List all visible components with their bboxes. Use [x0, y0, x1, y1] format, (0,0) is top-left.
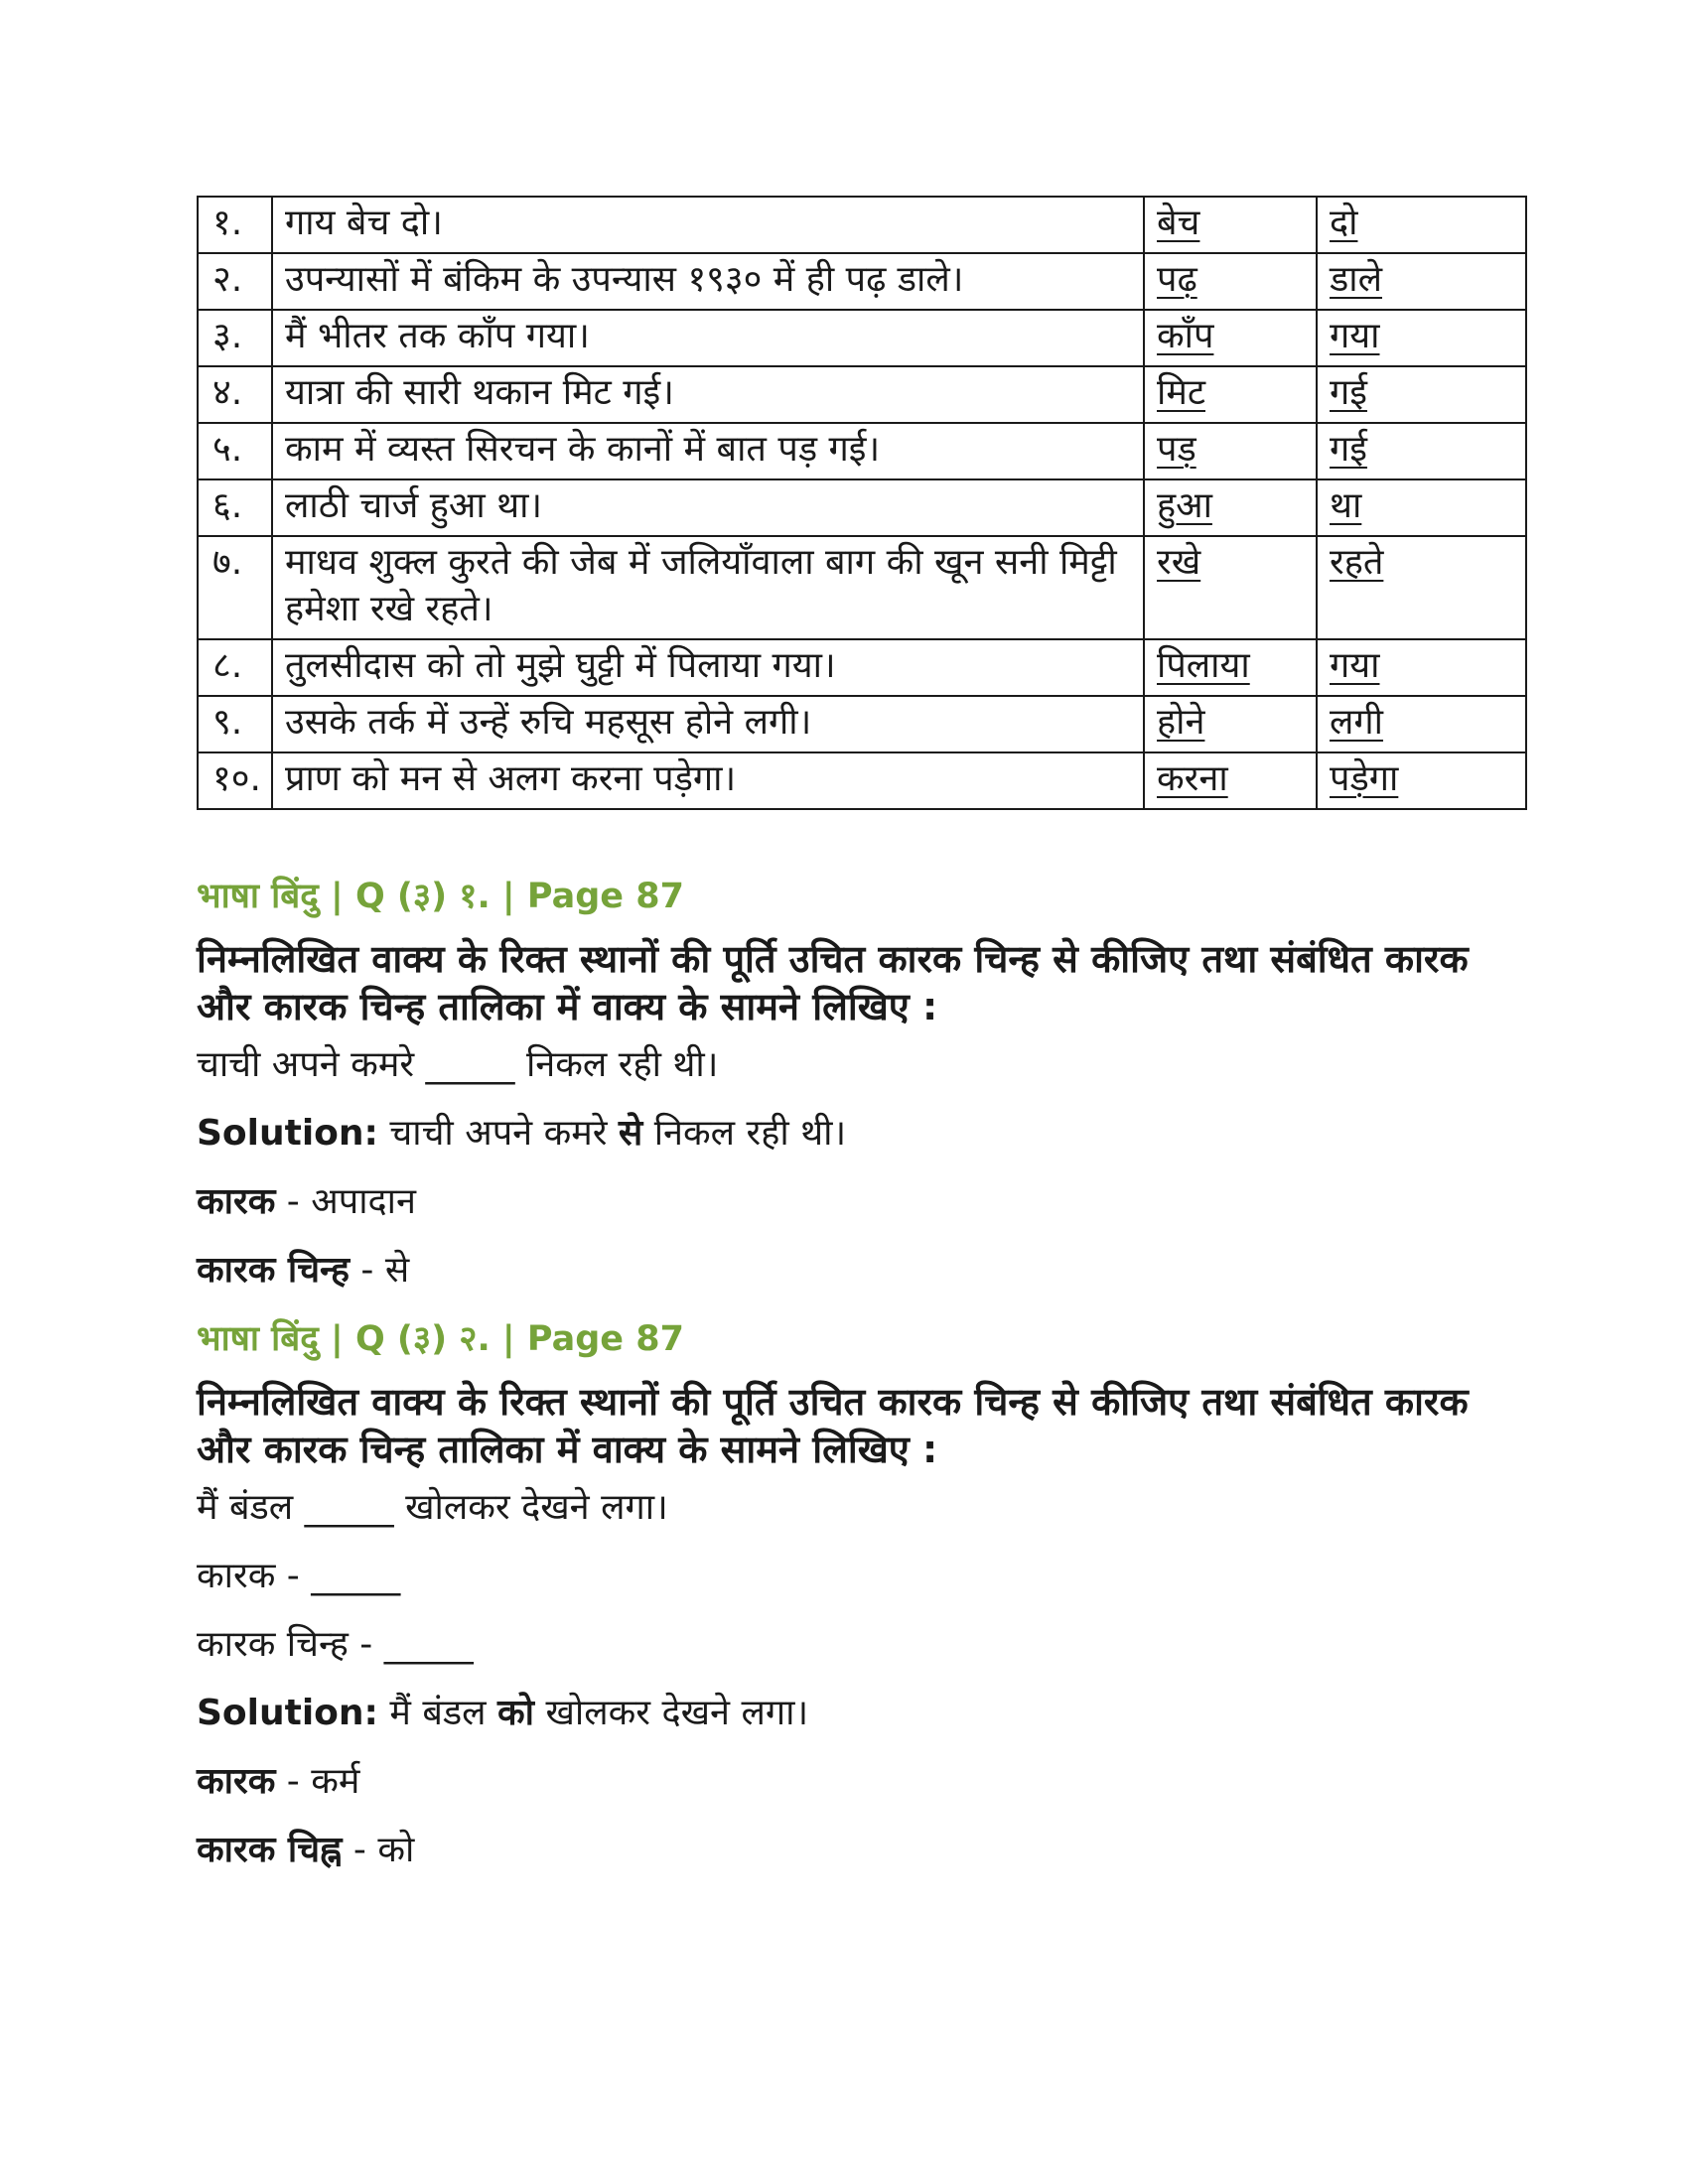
karak-chinh-label: कारक चिह्न [197, 1830, 343, 1870]
main-verb-cell-text: मिट [1157, 372, 1205, 413]
row-number-cell-text: ३. [212, 316, 243, 356]
solution-answer: को [497, 1693, 535, 1733]
karak-label: कारक [197, 1181, 276, 1222]
table-row [198, 253, 1526, 310]
table-row [198, 310, 1526, 366]
table-body [198, 197, 1526, 809]
helper-verb-cell [1317, 479, 1526, 536]
question-heading: भाषा बिंदु | Q (३) २. | Page 87 [197, 1319, 684, 1359]
sentence-cell-text: माधव शुक्ल कुरते की जेब में जलियाँवाला बाग की खून सनी मिट्टी हमेशा रखे रहते। [285, 542, 1117, 629]
compound-verb-table [197, 196, 1527, 810]
row-number-cell [198, 253, 272, 310]
question-block-2 [197, 1314, 1513, 1875]
question-text: निम्नलिखित वाक्य के रिक्त स्थानों की पूर्ति उचित कारक चिन्ह से कीजिए तथा संबंधित कारक और कारक चिन्ह तालिका में वाक्य के सामने लिखिए : [197, 937, 1469, 1028]
helper-verb-cell [1317, 536, 1526, 639]
karak-chinh-blank-line: कारक चिन्ह - _____ [197, 1624, 474, 1665]
row-number-cell [198, 479, 272, 536]
question-block-1 [197, 872, 1513, 1296]
sentence-cell [272, 536, 1144, 639]
main-verb-cell-text: होने [1157, 702, 1205, 743]
row-number-cell-text: ७. [212, 542, 243, 583]
row-number-cell-text: ५. [212, 429, 243, 470]
row-number-cell-text: १०. [212, 758, 261, 799]
main-verb-cell [1144, 536, 1317, 639]
main-verb-cell-text: पिलाया [1157, 645, 1250, 686]
solution-line [197, 1689, 1513, 1738]
sentence-cell [272, 639, 1144, 696]
karak-chinh-line [197, 1246, 1513, 1296]
helper-verb-cell [1317, 310, 1526, 366]
main-verb-cell-text: पड़ [1157, 429, 1196, 470]
main-verb-cell-text: रखे [1157, 542, 1201, 583]
solution-label: Solution: [197, 1693, 378, 1733]
sentence-cell-text: यात्रा की सारी थकान मिट गई। [285, 372, 674, 413]
sentence-cell [272, 479, 1144, 536]
row-number-cell [198, 752, 272, 809]
row-number-cell-text: २. [212, 259, 243, 300]
row-number-cell-text: ४. [212, 372, 243, 413]
karak-line [197, 1177, 1513, 1227]
helper-verb-cell [1317, 752, 1526, 809]
main-verb-cell [1144, 639, 1317, 696]
helper-verb-cell-text: गई [1330, 372, 1367, 413]
karak-chinh-label: कारक चिन्ह [197, 1250, 350, 1291]
main-verb-cell-text: पढ़ [1157, 259, 1197, 300]
sentence-cell-text: उसके तर्क में उन्हें रुचि महसूस होने लगी। [285, 702, 812, 743]
main-verb-cell-text: करना [1157, 758, 1228, 799]
helper-verb-cell-text: पड़ेगा [1330, 758, 1399, 799]
sentence-cell [272, 423, 1144, 479]
sentence-cell-text: लाठी चार्ज हुआ था। [285, 485, 543, 526]
main-verb-cell [1144, 696, 1317, 752]
karak-label: कारक [197, 1761, 276, 1802]
solution-answer: से [618, 1113, 643, 1154]
question-sentence: चाची अपने कमरे _____ निकल रही थी। [197, 1044, 719, 1085]
solution-text-after: खोलकर देखने लगा। [534, 1693, 809, 1733]
row-number-cell-text: ६. [212, 485, 243, 526]
helper-verb-cell-text: गया [1330, 316, 1380, 356]
table-row [198, 536, 1526, 639]
helper-verb-cell-text: गया [1330, 645, 1380, 686]
helper-verb-cell-text: रहते [1330, 542, 1384, 583]
helper-verb-cell-text: गई [1330, 429, 1367, 470]
main-verb-cell [1144, 310, 1317, 366]
helper-verb-cell-text: डाले [1330, 259, 1382, 300]
solution-text-before: चाची अपने कमरे [377, 1113, 619, 1154]
sentence-cell-text: मैं भीतर तक काँप गया। [285, 316, 590, 356]
helper-verb-cell-text: दो [1330, 203, 1358, 243]
table-row [198, 752, 1526, 809]
sentence-cell-text: काम में व्यस्त सिरचन के कानों में बात पड़ गई। [285, 429, 881, 470]
helper-verb-cell [1317, 366, 1526, 423]
main-verb-cell [1144, 752, 1317, 809]
main-verb-cell-text: काँप [1157, 316, 1214, 356]
table-row [198, 423, 1526, 479]
question-heading: भाषा बिंदु | Q (३) १. | Page 87 [197, 877, 684, 916]
row-number-cell [198, 197, 272, 253]
sentence-cell [272, 752, 1144, 809]
sentence-cell [272, 696, 1144, 752]
row-number-cell [198, 366, 272, 423]
sentence-cell-text: प्राण को मन से अलग करना पड़ेगा। [285, 758, 737, 799]
main-verb-cell [1144, 197, 1317, 253]
helper-verb-cell [1317, 639, 1526, 696]
main-verb-cell [1144, 253, 1317, 310]
main-verb-cell [1144, 423, 1317, 479]
solution-text-after: निकल रही थी। [642, 1113, 847, 1154]
table-row [198, 366, 1526, 423]
karak-line [197, 1757, 1513, 1807]
table-row [198, 639, 1526, 696]
question-sentence: मैं बंडल _____ खोलकर देखने लगा। [197, 1487, 668, 1528]
row-number-cell-text: १. [212, 203, 243, 243]
karak-blank-line: कारक - _____ [197, 1556, 401, 1596]
helper-verb-cell-text: लगी [1330, 702, 1384, 743]
sentence-cell-text: गाय बेच दो। [285, 203, 443, 243]
sentence-cell-text: तुलसीदास को तो मुझे घुट्टी में पिलाया गया। [285, 645, 836, 686]
helper-verb-cell-text: था [1330, 485, 1362, 526]
helper-verb-cell [1317, 197, 1526, 253]
row-number-cell [198, 310, 272, 366]
row-number-cell [198, 639, 272, 696]
helper-verb-cell [1317, 696, 1526, 752]
karak-value: - कर्म [275, 1761, 360, 1802]
sentence-cell [272, 310, 1144, 366]
karak-chinh-value: - को [342, 1830, 415, 1870]
row-number-cell-text: ८. [212, 645, 243, 686]
main-verb-cell-text: बेच [1157, 203, 1200, 243]
document-page [197, 196, 1513, 1894]
table-row [198, 479, 1526, 536]
sentence-cell [272, 366, 1144, 423]
sentence-cell [272, 253, 1144, 310]
karak-chinh-line [197, 1826, 1513, 1875]
table-row [198, 696, 1526, 752]
row-number-cell-text: ९. [212, 702, 243, 743]
karak-value: - अपादान [275, 1181, 416, 1222]
solution-line [197, 1109, 1513, 1159]
helper-verb-cell [1317, 423, 1526, 479]
row-number-cell [198, 423, 272, 479]
main-verb-cell [1144, 479, 1317, 536]
row-number-cell [198, 536, 272, 639]
helper-verb-cell [1317, 253, 1526, 310]
row-number-cell [198, 696, 272, 752]
table-row [198, 197, 1526, 253]
solution-label: Solution: [197, 1113, 378, 1154]
solution-text-before: मैं बंडल [377, 1693, 498, 1733]
sentence-cell-text: उपन्यासों में बंकिम के उपन्यास १९३० में ही पढ़ डाले। [285, 259, 964, 300]
question-text: निम्नलिखित वाक्य के रिक्त स्थानों की पूर्ति उचित कारक चिन्ह से कीजिए तथा संबंधित कारक और कारक चिन्ह तालिका में वाक्य के सामने लिखिए : [197, 1380, 1469, 1471]
sentence-cell [272, 197, 1144, 253]
main-verb-cell-text: हुआ [1157, 485, 1212, 526]
main-verb-cell [1144, 366, 1317, 423]
karak-chinh-value: - से [349, 1250, 410, 1291]
